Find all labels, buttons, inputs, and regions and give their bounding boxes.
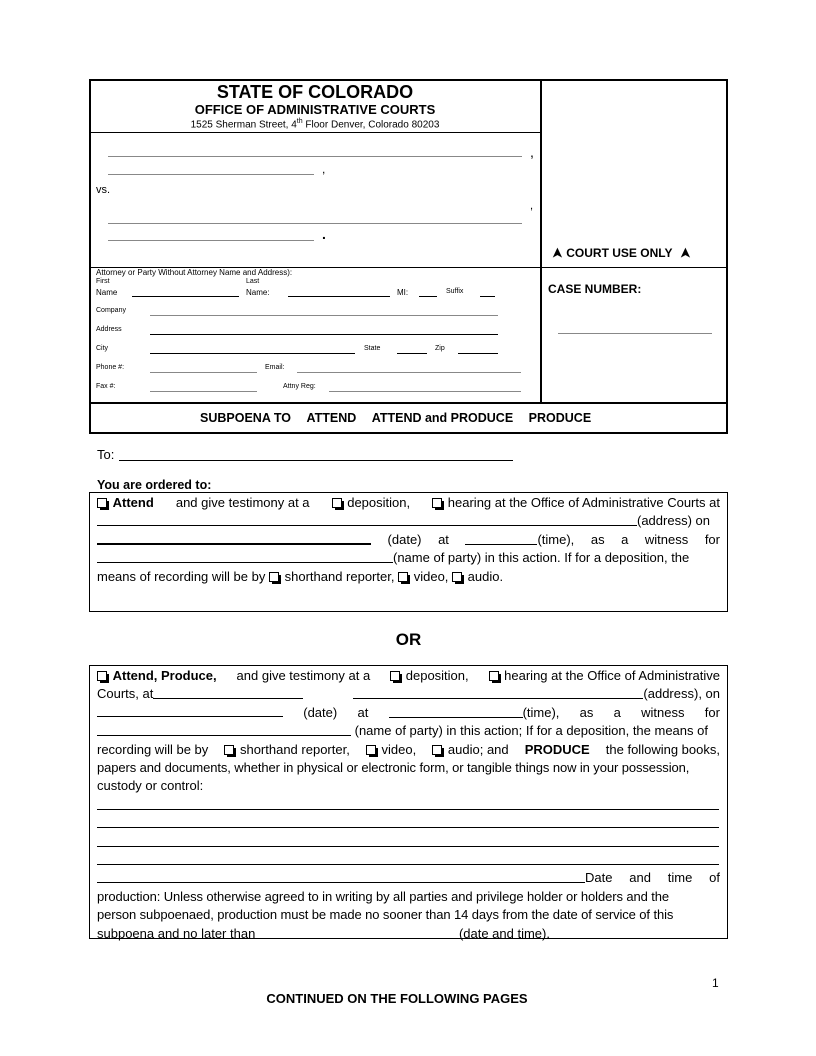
items-line-3[interactable] <box>97 834 719 847</box>
video-checkbox[interactable] <box>366 745 376 755</box>
attorney-heading: Attorney or Party Without Attorney Name and Address): <box>96 268 293 277</box>
continued-footer: CONTINUED ON THE FOLLOWING PAGES <box>266 991 528 1006</box>
fax-field[interactable] <box>150 391 257 392</box>
first-label: First <box>96 278 110 285</box>
comma: , <box>322 162 326 176</box>
last-name-label: Name: <box>246 288 270 297</box>
company-field[interactable] <box>150 315 498 316</box>
phone-label: Phone #: <box>96 364 125 371</box>
to-label: To: <box>97 447 115 462</box>
produce-section: Attend, Produce, and give testimony at a deposition, hearing at the Office of Administrative Courts, at (address), on (date) at (time), as a witness for (name of party) in this action; If for a deposition, the means of recording will be by shorthand reporter, video, audio; and PRODUCE the following books, papers and documents, whether in physical or electronic form, or tangible things now in your possession, custody or control: Date and time of production: Unless otherwise agreed to in writing by all parties and privilege holder or holders and the person subpoenaed, production must be made no sooner than 14 days from the date of service of this subpoena and no later than (date and time). <box>97 668 720 941</box>
option-produce[interactable]: PRODUCE <box>528 411 592 425</box>
deposition-checkbox[interactable] <box>390 671 400 681</box>
option-attend-and-produce[interactable]: ATTEND and PRODUCE <box>371 411 514 425</box>
date-blank[interactable] <box>97 704 283 717</box>
time-blank[interactable] <box>465 532 537 545</box>
items-line-4[interactable] <box>97 852 719 865</box>
address-label: Address <box>96 326 122 333</box>
first-name-field[interactable] <box>132 296 239 297</box>
court-location-blank[interactable] <box>153 686 303 699</box>
items-line-5[interactable] <box>97 870 585 883</box>
email-field[interactable] <box>297 372 521 373</box>
suffix-field[interactable] <box>480 296 495 297</box>
last-label: Last <box>246 278 260 285</box>
deposition-checkbox[interactable] <box>332 498 342 508</box>
court-use-only: ➤ COURT USE ONLY ➤ <box>549 246 693 260</box>
caption-divider-header <box>90 132 541 133</box>
page-number: 1 <box>712 976 719 990</box>
case-number-label: CASE NUMBER: <box>548 282 642 296</box>
shorthand-checkbox[interactable] <box>224 745 234 755</box>
mi-label: MI: <box>397 288 409 297</box>
audio-checkbox[interactable] <box>432 745 442 755</box>
address-field[interactable] <box>150 334 498 335</box>
suffix-label: Suffix <box>446 288 464 295</box>
party-blank[interactable] <box>97 550 393 563</box>
caption-divider-subpoena <box>90 402 727 404</box>
office-title: OFFICE OF ADMINISTRATIVE COURTS <box>194 102 436 117</box>
comma: , <box>530 144 534 160</box>
zip-field[interactable] <box>458 353 498 354</box>
shorthand-checkbox[interactable] <box>269 572 279 582</box>
city-label: City <box>96 345 109 352</box>
zip-label: Zip <box>435 345 445 352</box>
party-blank[interactable] <box>97 723 351 736</box>
production-deadline-blank[interactable] <box>255 926 455 939</box>
option-attend[interactable]: ATTEND <box>306 411 357 425</box>
or-separator: OR <box>395 630 422 649</box>
fax-label: Fax #: <box>96 383 116 390</box>
atty-reg-label: Attny Reg: <box>283 383 316 390</box>
attend-section: Attend and give testimony at a deposition, hearing at the Office of Administrative Courts at (address) on (date) at (time), as a witness for (name of party) in this action. If for a deposition, the means of recording will be by shorthand reporter, video, audio. <box>97 495 720 584</box>
attend-produce-checkbox[interactable] <box>97 671 107 681</box>
arrow-up-icon: ➤ <box>549 247 565 259</box>
versus-label: vs. <box>96 184 111 196</box>
comma: , <box>530 200 534 212</box>
address-blank[interactable] <box>97 513 637 526</box>
video-checkbox[interactable] <box>398 572 408 582</box>
items-line-2[interactable] <box>97 815 719 828</box>
city-field[interactable] <box>150 353 355 354</box>
atty-reg-field[interactable] <box>329 391 521 392</box>
state-label: State <box>364 345 381 352</box>
plaintiff-line-1[interactable] <box>108 156 522 157</box>
attend-checkbox[interactable] <box>97 498 107 508</box>
arrow-up-icon: ➤ <box>677 247 693 259</box>
subpoena-to-label: SUBPOENA TO <box>200 411 291 425</box>
defendant-line-1[interactable] <box>108 223 522 224</box>
items-line-1[interactable] <box>97 797 719 810</box>
company-label: Company <box>96 307 126 314</box>
audio-checkbox[interactable] <box>452 572 462 582</box>
plaintiff-line-2[interactable] <box>108 174 314 175</box>
to-field[interactable] <box>119 460 513 461</box>
mi-field[interactable] <box>419 296 437 297</box>
office-address: 1525 Sherman Street, 4th Floor Denver, Colorado 80203 <box>190 118 440 131</box>
period: . <box>322 226 326 242</box>
subpoena-options <box>200 411 591 425</box>
time-blank[interactable] <box>389 705 523 718</box>
hearing-checkbox[interactable] <box>432 498 442 508</box>
date-blank[interactable] <box>97 531 371 545</box>
address-blank[interactable] <box>353 686 643 699</box>
ordered-label: You are ordered to: <box>97 478 212 492</box>
first-name-label: Name <box>96 288 118 297</box>
hearing-checkbox[interactable] <box>489 671 499 681</box>
email-label: Email: <box>265 364 285 371</box>
case-number-field[interactable] <box>558 333 712 334</box>
defendant-line-2[interactable] <box>108 240 314 241</box>
state-title: STATE OF COLORADO <box>216 82 414 102</box>
state-field[interactable] <box>397 353 427 354</box>
caption-divider-vertical <box>540 80 542 403</box>
last-name-field[interactable] <box>288 296 390 297</box>
phone-field[interactable] <box>150 372 257 373</box>
